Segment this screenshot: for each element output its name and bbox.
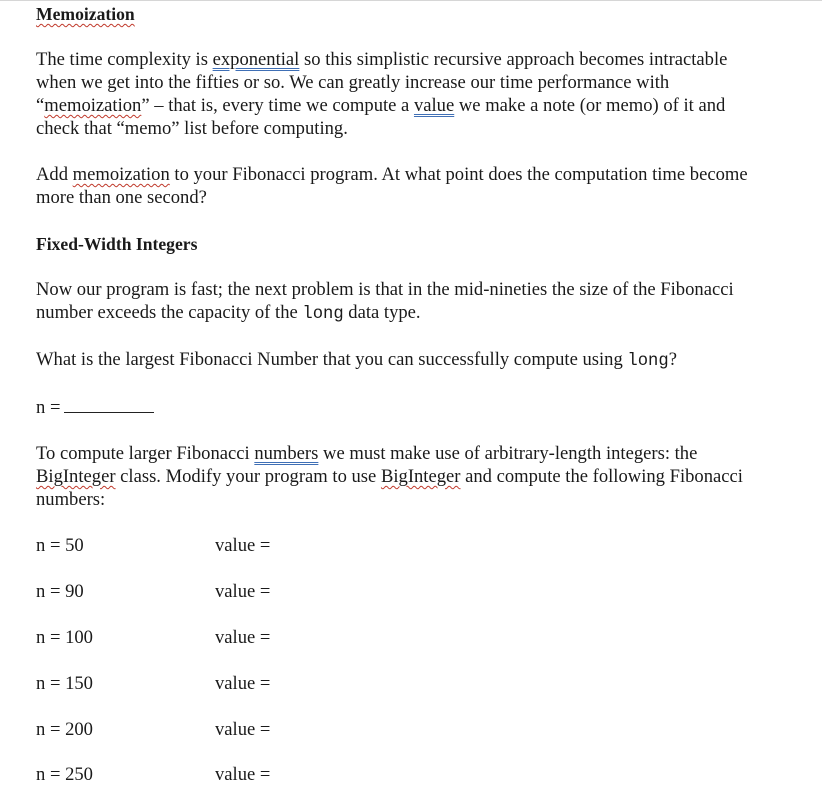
para1-line2: when we get into the fifties or so. We can greatly increase our time performance with — [36, 72, 670, 93]
para3-line1: Now our program is fast; the next problem is that in the mid-nineties the size of the Fibonacci — [36, 279, 734, 300]
para5-line3: numbers: — [36, 489, 106, 510]
para2-line2: more than one second? — [36, 187, 207, 208]
fib-row-value[interactable]: value = — [215, 673, 271, 694]
fib-row-n: n = 250 — [36, 764, 93, 785]
answer-label: n = — [36, 397, 61, 418]
para3-line2: number exceeds the capacity of the long data type. — [36, 302, 421, 324]
fib-row-value[interactable]: value = — [215, 627, 271, 648]
fib-row-n: n = 50 — [36, 535, 84, 556]
answer-line — [36, 396, 154, 419]
fib-row-value[interactable]: value = — [215, 764, 271, 785]
fib-row-n: n = 150 — [36, 673, 93, 694]
para4-question: What is the largest Fibonacci Number that you can successfully compute using long? — [36, 349, 677, 371]
para1-line4: check that “memo” list before computing. — [36, 118, 348, 139]
fib-row-n: n = 100 — [36, 627, 93, 648]
fib-row-value[interactable]: value = — [215, 581, 271, 602]
para1-line1: The time complexity is exponential so this simplistic recursive approach becomes intractable — [36, 49, 728, 70]
para1-line3: “memoization” – that is, every time we compute a value we make a note (or memo) of it and — [36, 95, 726, 116]
answer-blank[interactable] — [64, 396, 154, 413]
para2-line1: Add memoization to your Fibonacci program. At what point does the computation time become — [36, 164, 748, 185]
heading-memoization: Memoization — [36, 4, 135, 24]
page-top-border — [0, 0, 822, 1]
fib-row-value[interactable]: value = — [215, 719, 271, 740]
para5-line1: To compute larger Fibonacci numbers we must make use of arbitrary-length integers: the — [36, 443, 698, 464]
para5-line2: BigInteger class. Modify your program to use BigInteger and compute the following Fibonacci — [36, 466, 743, 487]
fib-row-n: n = 200 — [36, 719, 93, 740]
fib-row-value[interactable]: value = — [215, 535, 271, 556]
heading-fixed-width-integers: Fixed-Width Integers — [36, 234, 198, 254]
fib-row-n: n = 90 — [36, 581, 84, 602]
